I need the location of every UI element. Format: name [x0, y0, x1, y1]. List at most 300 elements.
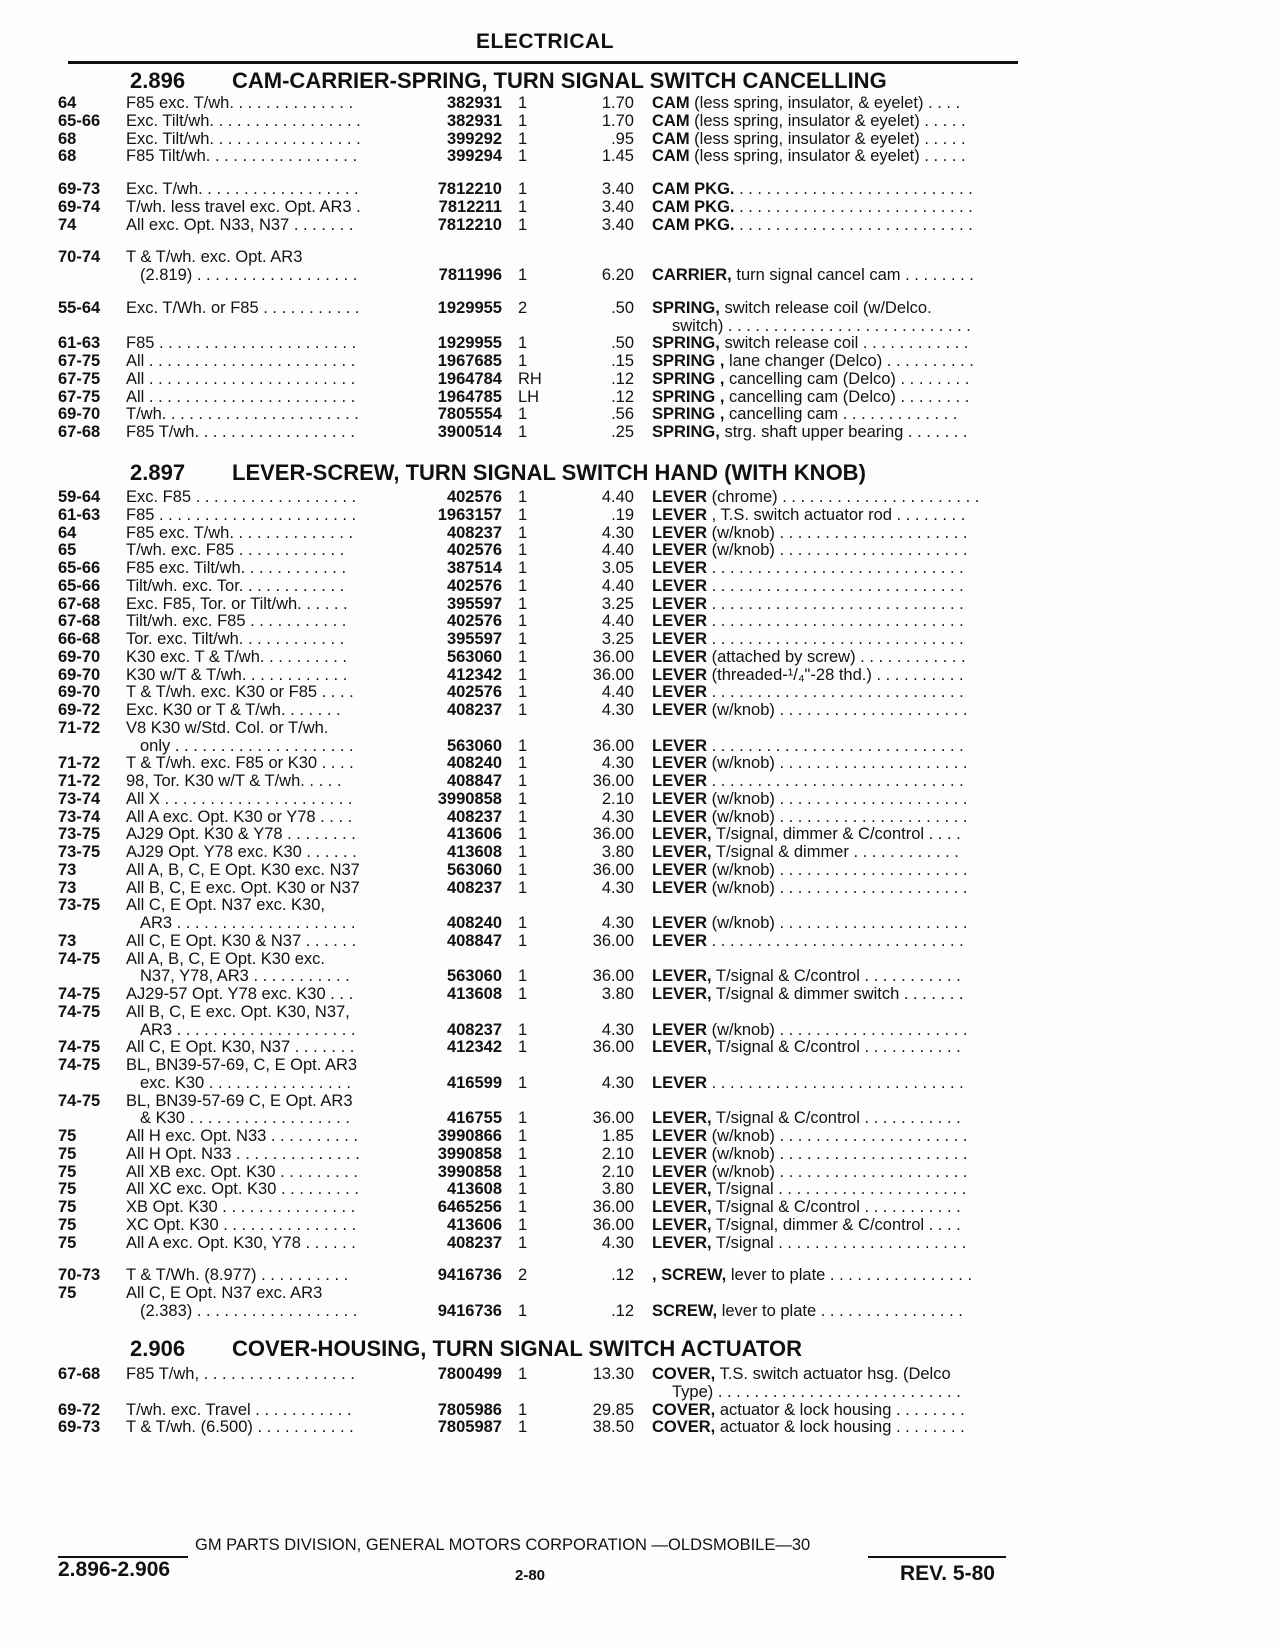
model-years: 75	[58, 1127, 77, 1145]
part-number: 408847	[446, 932, 502, 950]
quantity: 1	[518, 524, 528, 542]
part-noun: SCREW,	[652, 1302, 718, 1320]
table-row	[0, 932, 1280, 951]
description-text: lever to plate . . . . . . . . . . . . . . . .	[721, 1302, 963, 1320]
table-row	[0, 180, 1280, 199]
description-text: (w/knob) . . . . . . . . . . . . . . . . . . . . .	[711, 1021, 968, 1039]
part-number: 402576	[446, 577, 502, 595]
part-description	[652, 1074, 1010, 1093]
application: All C, E Opt. N37 exc. K30,	[126, 896, 325, 914]
application: F85 . . . . . . . . . . . . . . . . . . . . . .	[126, 334, 357, 352]
list-price: 2.10	[601, 1145, 634, 1163]
description-text: . . . . . . . . . . . . . . . . . . . . . . . . . . . .	[711, 577, 964, 595]
list-price: 4.30	[601, 879, 634, 897]
part-description	[652, 488, 1010, 507]
model-years: 68	[58, 147, 77, 165]
section-heading	[0, 1336, 1280, 1362]
footer-page-number: 2-80	[515, 1567, 546, 1584]
part-number: 563060	[446, 737, 502, 755]
part-noun: SPRING,	[652, 299, 720, 317]
part-noun: LEVER,	[652, 843, 712, 861]
part-noun: LEVER,	[652, 825, 712, 843]
model-years: 55-64	[58, 299, 101, 317]
part-description	[652, 147, 1010, 166]
application: All A exc. Opt. K30, Y78 . . . . . .	[126, 1234, 356, 1252]
part-number: 408237	[446, 701, 502, 719]
description-text: (w/knob) . . . . . . . . . . . . . . . . . . . . .	[711, 541, 968, 559]
part-number: 7805987	[437, 1418, 502, 1436]
table-row	[0, 370, 1280, 389]
part-noun: COVER,	[652, 1401, 716, 1419]
part-number: 413608	[446, 843, 502, 861]
part-noun: LEVER	[652, 559, 708, 577]
part-noun: LEVER,	[652, 1180, 712, 1198]
application: Exc. K30 or T & T/wh. . . . . . .	[126, 701, 341, 719]
list-price: 3.25	[601, 630, 634, 648]
part-number: 413606	[446, 825, 502, 843]
application: F85 T/wh. . . . . . . . . . . . . . . . . .	[126, 423, 355, 441]
application: 98, Tor. K30 w/T & T/wh. . . . .	[126, 772, 342, 790]
part-noun: COVER,	[652, 1418, 716, 1436]
list-price: 38.50	[592, 1418, 634, 1436]
application: F85 . . . . . . . . . . . . . . . . . . . . . .	[126, 506, 357, 524]
application: F85 exc. T/wh. . . . . . . . . . . . . .	[126, 94, 354, 112]
table-row	[0, 506, 1280, 525]
part-noun: LEVER,	[652, 1109, 712, 1127]
list-price: 36.00	[592, 666, 634, 684]
part-noun: LEVER,	[652, 1234, 712, 1252]
application: All exc. Opt. N33, N37 . . . . . . .	[126, 216, 354, 234]
quantity: 1	[518, 198, 528, 216]
part-noun: SPRING ,	[652, 370, 725, 388]
list-price: 2.10	[601, 790, 634, 808]
description-text: actuator & lock housing . . . . . . . .	[719, 1401, 965, 1419]
list-price: 3.80	[601, 843, 634, 861]
part-number: 1964784	[437, 370, 502, 388]
table-row	[0, 683, 1280, 702]
footer-group-range: 2.896-2.906	[58, 1558, 171, 1581]
list-price: .95	[611, 130, 634, 148]
footer-division-text: GM PARTS DIVISION, GENERAL MOTORS CORPORATION —OLDSMOBILE—30	[195, 1536, 811, 1554]
part-number: 3990858	[437, 790, 502, 808]
part-number: 408237	[446, 524, 502, 542]
part-noun: LEVER	[652, 1145, 708, 1163]
part-description	[652, 1145, 1010, 1164]
quantity: 1	[518, 1127, 528, 1145]
model-years: 70-73	[58, 1266, 101, 1284]
quantity: 1	[518, 405, 528, 423]
part-noun: LEVER	[652, 737, 708, 755]
quantity: 1	[518, 772, 528, 790]
part-number: 563060	[446, 861, 502, 879]
part-description	[652, 1038, 1010, 1057]
part-number: 7805554	[437, 405, 502, 423]
description-text: switch release coil (w/Delco.	[724, 299, 932, 317]
table-row	[0, 112, 1280, 131]
application: T/wh. . . . . . . . . . . . . . . . . . . . . .	[126, 405, 359, 423]
part-noun: LEVER	[652, 612, 708, 630]
application: All X . . . . . . . . . . . . . . . . . . . . .	[126, 790, 353, 808]
quantity: 1	[518, 352, 528, 370]
application: All C, E Opt. K30 & N37 . . . . . .	[126, 932, 357, 950]
part-description	[652, 772, 1010, 791]
application: & K30 . . . . . . . . . . . . . . . . . .	[140, 1109, 350, 1127]
table-row	[0, 1180, 1280, 1199]
part-description	[652, 352, 1010, 371]
quantity: 1	[518, 648, 528, 666]
description-text: (attached by screw) . . . . . . . . . . . .	[711, 648, 966, 666]
part-noun: , SCREW,	[652, 1266, 727, 1284]
application: V8 K30 w/Std. Col. or T/wh.	[126, 719, 329, 737]
part-noun: CAM PKG.	[652, 216, 735, 234]
model-years: 67-75	[58, 352, 101, 370]
list-price: 4.40	[601, 541, 634, 559]
list-price: 3.40	[601, 198, 634, 216]
list-price: 36.00	[592, 737, 634, 755]
application: F85 exc. T/wh. . . . . . . . . . . . . .	[126, 524, 354, 542]
list-price: 4.30	[601, 754, 634, 772]
model-years: 75	[58, 1284, 77, 1302]
part-description	[652, 1266, 1010, 1285]
model-years: 67-68	[58, 612, 101, 630]
application: F85 Tilt/wh. . . . . . . . . . . . . . . . .	[126, 147, 358, 165]
description-text: . . . . . . . . . . . . . . . . . . . . . . . . . . . .	[711, 630, 964, 648]
description-text: T.S. switch actuator hsg. (Delco	[719, 1365, 951, 1383]
quantity: 1	[518, 737, 528, 755]
quantity: 2	[518, 299, 528, 317]
list-price: 36.00	[592, 1038, 634, 1056]
part-description	[652, 216, 1010, 235]
list-price: 3.40	[601, 180, 634, 198]
model-years: 69-73	[58, 180, 101, 198]
part-number: 563060	[446, 967, 502, 985]
description-text: (w/knob) . . . . . . . . . . . . . . . . . . . . .	[711, 914, 968, 932]
part-description	[652, 541, 1010, 560]
part-description	[652, 630, 1010, 649]
list-price: 1.85	[601, 1127, 634, 1145]
part-noun: LEVER	[652, 630, 708, 648]
description-text: (w/knob) . . . . . . . . . . . . . . . . . . . . .	[711, 879, 968, 897]
application: (2.383) . . . . . . . . . . . . . . . . . .	[140, 1302, 358, 1320]
part-noun: CAM PKG.	[652, 180, 735, 198]
part-description	[652, 985, 1010, 1004]
part-description	[652, 198, 1010, 217]
application: All A, B, C, E Opt. K30 exc.	[126, 950, 325, 968]
part-noun: LEVER	[652, 524, 708, 542]
table-row	[0, 1198, 1280, 1217]
part-noun: LEVER,	[652, 967, 712, 985]
model-years: 69-70	[58, 666, 101, 684]
quantity: 1	[518, 1074, 528, 1092]
description-continued: switch) . . . . . . . . . . . . . . . . . . . . . . . . . . .	[672, 317, 971, 335]
part-number: 408237	[446, 1234, 502, 1252]
table-row	[0, 701, 1280, 720]
list-price: 3.40	[601, 216, 634, 234]
table-row	[0, 1145, 1280, 1164]
list-price: .12	[611, 370, 634, 388]
table-row	[0, 198, 1280, 217]
part-description	[652, 112, 1010, 131]
application: All B, C, E exc. Opt. K30, N37,	[126, 1003, 350, 1021]
model-years: 70-74	[58, 248, 101, 266]
model-years: 59-64	[58, 488, 101, 506]
quantity: 1	[518, 147, 528, 165]
part-description	[652, 577, 1010, 596]
description-text: cancelling cam . . . . . . . . . . . . .	[729, 405, 958, 423]
part-number: 1929955	[437, 334, 502, 352]
application: All A exc. Opt. K30 or Y78 . . . .	[126, 808, 353, 826]
list-price: 1.45	[601, 147, 634, 165]
part-number: 416599	[446, 1074, 502, 1092]
model-years: 73	[58, 861, 77, 879]
application: T & T/Wh. (8.977) . . . . . . . . . .	[126, 1266, 349, 1284]
application: Tor. exc. Tilt/wh. . . . . . . . . . . .	[126, 630, 345, 648]
part-noun: LEVER,	[652, 985, 712, 1003]
table-row	[0, 488, 1280, 507]
list-price: 36.00	[592, 1109, 634, 1127]
quantity: 1	[518, 967, 528, 985]
model-years: 74-75	[58, 1003, 101, 1021]
model-years: 67-68	[58, 595, 101, 613]
list-price: 36.00	[592, 1216, 634, 1234]
quantity: 1	[518, 577, 528, 595]
model-years: 71-72	[58, 754, 101, 772]
model-years: 69-70	[58, 683, 101, 701]
part-number: 408240	[446, 754, 502, 772]
part-number: 402576	[446, 541, 502, 559]
part-noun: LEVER	[652, 595, 708, 613]
table-row	[0, 967, 1280, 986]
part-number: 3990858	[437, 1163, 502, 1181]
table-row	[0, 1266, 1280, 1285]
model-years: 75	[58, 1163, 77, 1181]
part-noun: LEVER	[652, 808, 708, 826]
list-price: 36.00	[592, 648, 634, 666]
quantity: 1	[518, 1302, 528, 1320]
table-row	[0, 299, 1280, 318]
list-price: 3.80	[601, 1180, 634, 1198]
description-text: cancelling cam (Delco) . . . . . . . .	[729, 370, 970, 388]
list-price: .12	[611, 388, 634, 406]
part-number: 399294	[446, 147, 502, 165]
part-description	[652, 1127, 1010, 1146]
part-description	[652, 94, 1010, 113]
part-number: 413606	[446, 1216, 502, 1234]
part-description	[652, 1216, 1010, 1235]
application: T/wh. less travel exc. Opt. AR3 .	[126, 198, 361, 216]
model-years: 74-75	[58, 1038, 101, 1056]
application: All A, B, C, E Opt. K30 exc. N37	[126, 861, 360, 879]
part-description	[652, 1109, 1010, 1128]
part-number: 563060	[446, 648, 502, 666]
description-text: (threaded-¹/₄"-28 thd.) . . . . . . . . . .	[711, 666, 964, 684]
part-noun: LEVER	[652, 683, 708, 701]
list-price: 3.25	[601, 595, 634, 613]
application: All B, C, E exc. Opt. K30 or N37	[126, 879, 360, 897]
table-row	[0, 405, 1280, 424]
part-number: 413608	[446, 985, 502, 1003]
table-row	[0, 648, 1280, 667]
model-years: 64	[58, 524, 77, 542]
table-row	[0, 352, 1280, 371]
description-text: switch release coil . . . . . . . . . . . .	[724, 334, 969, 352]
quantity: 1	[518, 1021, 528, 1039]
part-number: 1929955	[437, 299, 502, 317]
table-row	[0, 1109, 1280, 1128]
model-years: 67-75	[58, 388, 101, 406]
application: F85 T/wh, . . . . . . . . . . . . . . . . .	[126, 1365, 355, 1383]
list-price: 4.40	[601, 577, 634, 595]
model-years: 68	[58, 130, 77, 148]
quantity: 1	[518, 1198, 528, 1216]
list-price: 4.30	[601, 1021, 634, 1039]
table-row	[0, 1003, 1280, 1022]
list-price: 13.30	[592, 1365, 634, 1383]
part-description	[652, 701, 1010, 720]
application: AR3 . . . . . . . . . . . . . . . . . . . .	[140, 914, 356, 932]
description-text: turn signal cancel cam . . . . . . . .	[736, 266, 974, 284]
list-price: .50	[611, 299, 634, 317]
application: All XB exc. Opt. K30 . . . . . . . . .	[126, 1163, 358, 1181]
part-description	[652, 180, 1010, 199]
application: T & T/wh. exc. F85 or K30 . . . .	[126, 754, 354, 772]
part-description	[652, 423, 1010, 442]
quantity: RH	[518, 370, 542, 388]
part-number: 6465256	[437, 1198, 502, 1216]
part-description	[652, 1418, 1010, 1437]
page-title: ELECTRICAL	[476, 30, 614, 53]
application: T/wh. exc. Travel . . . . . . . . . . .	[126, 1401, 352, 1419]
part-description	[652, 1365, 1010, 1384]
part-noun: LEVER	[652, 1021, 708, 1039]
part-description	[652, 612, 1010, 631]
list-price: 6.20	[601, 266, 634, 284]
model-years: 75	[58, 1180, 77, 1198]
list-price: 29.85	[592, 1401, 634, 1419]
part-description	[652, 1302, 1010, 1321]
model-years: 73-74	[58, 790, 101, 808]
table-row	[0, 1418, 1280, 1437]
description-text: T/signal & C/control . . . . . . . . . . .	[715, 967, 961, 985]
table-row	[0, 612, 1280, 631]
description-text: . . . . . . . . . . . . . . . . . . . . . . . . . . . .	[711, 1074, 964, 1092]
application: All . . . . . . . . . . . . . . . . . . . . . . .	[126, 352, 356, 370]
list-price: 36.00	[592, 967, 634, 985]
table-row	[0, 147, 1280, 166]
table-row	[0, 790, 1280, 809]
part-number: 408240	[446, 914, 502, 932]
quantity: 1	[518, 94, 528, 112]
application: T & T/wh. exc. Opt. AR3	[126, 248, 303, 266]
part-noun: LEVER,	[652, 1038, 712, 1056]
quantity: 1	[518, 1145, 528, 1163]
description-text: (w/knob) . . . . . . . . . . . . . . . . . . . . .	[711, 808, 968, 826]
part-noun: COVER,	[652, 1365, 716, 1383]
table-row	[0, 216, 1280, 235]
description-text: (less spring, insulator, & eyelet) . . . .	[694, 94, 961, 112]
application: AJ29 Opt. Y78 exc. K30 . . . . . .	[126, 843, 357, 861]
part-description	[652, 299, 1010, 318]
part-noun: CAM	[652, 147, 690, 165]
part-noun: LEVER,	[652, 1198, 712, 1216]
model-years: 67-68	[58, 1365, 101, 1383]
part-description	[652, 861, 1010, 880]
part-noun: SPRING ,	[652, 405, 725, 423]
description-text: (w/knob) . . . . . . . . . . . . . . . . . . . . .	[711, 524, 968, 542]
part-noun: CAM PKG.	[652, 198, 735, 216]
application: T & T/wh. exc. K30 or F85 . . . .	[126, 683, 354, 701]
list-price: .12	[611, 1266, 634, 1284]
footer-revision: REV. 5-80	[900, 1562, 995, 1585]
table-row	[0, 985, 1280, 1004]
part-number: 387514	[446, 559, 502, 577]
model-years: 64	[58, 94, 77, 112]
section-number: 2.897	[130, 460, 186, 485]
table-row	[0, 754, 1280, 773]
part-number: 408237	[446, 808, 502, 826]
model-years: 69-70	[58, 648, 101, 666]
description-text: (w/knob) . . . . . . . . . . . . . . . . . . . . .	[711, 754, 968, 772]
application: T & T/wh. (6.500) . . . . . . . . . . .	[126, 1418, 354, 1436]
part-noun: CAM	[652, 130, 690, 148]
list-price: .25	[611, 423, 634, 441]
part-number: 1967685	[437, 352, 502, 370]
quantity: 1	[518, 1234, 528, 1252]
quantity: 1	[518, 334, 528, 352]
application: (2.819) . . . . . . . . . . . . . . . . . .	[140, 266, 358, 284]
part-number: 3990866	[437, 1127, 502, 1145]
part-number: 382931	[446, 94, 502, 112]
model-years: 73-74	[58, 808, 101, 826]
description-text: T/signal . . . . . . . . . . . . . . . . . . . . .	[715, 1234, 967, 1252]
list-price: 4.40	[601, 612, 634, 630]
quantity: 1	[518, 1163, 528, 1181]
table-row	[0, 861, 1280, 880]
description-text: cancelling cam (Delco) . . . . . . . .	[729, 388, 970, 406]
table-row	[0, 1074, 1280, 1093]
list-price: 4.30	[601, 701, 634, 719]
quantity: 1	[518, 1109, 528, 1127]
model-years: 61-63	[58, 506, 101, 524]
quantity: 1	[518, 612, 528, 630]
list-price: 4.30	[601, 1234, 634, 1252]
table-row	[0, 1365, 1280, 1384]
application: F85 exc. Tilt/wh. . . . . . . . . . . .	[126, 559, 347, 577]
list-price: 4.30	[601, 1074, 634, 1092]
application: Tilt/wh. exc. F85 . . . . . . . . . . .	[126, 612, 347, 630]
list-price: 36.00	[592, 861, 634, 879]
application: All . . . . . . . . . . . . . . . . . . . . . . .	[126, 388, 356, 406]
model-years: 73-75	[58, 896, 101, 914]
section-title: LEVER-SCREW, TURN SIGNAL SWITCH HAND (WITH KNOB)	[232, 460, 866, 485]
part-noun: LEVER	[652, 1163, 708, 1181]
description-text: . . . . . . . . . . . . . . . . . . . . . . . . . . . .	[711, 772, 964, 790]
part-noun: LEVER	[652, 666, 708, 684]
model-years: 73	[58, 932, 77, 950]
quantity: 1	[518, 914, 528, 932]
description-text: T/signal, dimmer & C/control . . . .	[715, 825, 961, 843]
part-number: 399292	[446, 130, 502, 148]
description-text: T/signal & dimmer switch . . . . . . .	[715, 985, 964, 1003]
description-text: (less spring, insulator & eyelet) . . . . .	[694, 112, 966, 130]
application: AJ29-57 Opt. Y78 exc. K30 . . .	[126, 985, 354, 1003]
description-text: . . . . . . . . . . . . . . . . . . . . . . . . . .	[739, 216, 973, 234]
description-text: (chrome) . . . . . . . . . . . . . . . . . . . . . .	[711, 488, 980, 506]
part-noun: LEVER	[652, 790, 708, 808]
quantity: 1	[518, 666, 528, 684]
description-text: (less spring, insulator & eyelet) . . . . .	[694, 130, 966, 148]
part-description	[652, 1234, 1010, 1253]
